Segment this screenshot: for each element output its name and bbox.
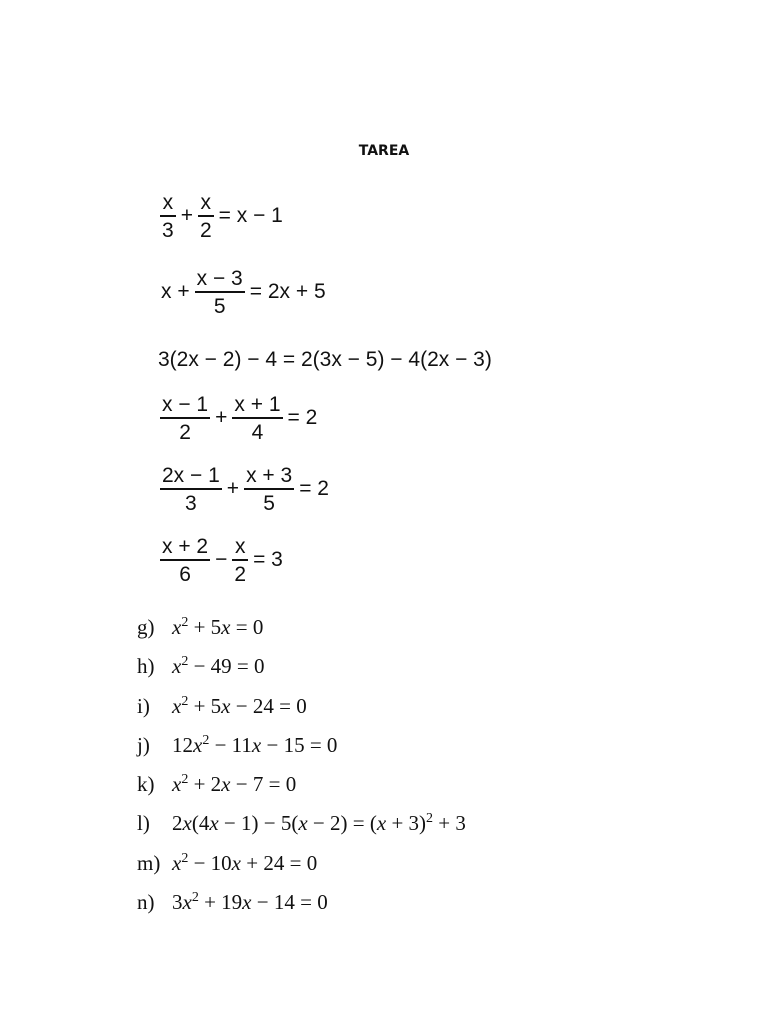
fraction: [232, 536, 248, 585]
denominator: 2: [179, 420, 191, 444]
numerator: x: [200, 191, 212, 214]
item-letter: j): [137, 732, 150, 757]
item-letter: l): [137, 811, 150, 836]
list-item: [137, 733, 466, 772]
operator: +: [226, 477, 240, 501]
equation-text: 3(2x − 2) − 4 = 2(3x − 5) − 4(2x − 3): [158, 348, 492, 371]
equation-rhs: = x − 1: [218, 204, 283, 228]
denominator: 3: [162, 218, 174, 242]
list-item: [137, 890, 466, 929]
list-item: [137, 851, 466, 890]
lettered-equation-list: [137, 615, 466, 929]
equation-6: [158, 536, 286, 585]
denominator: 2: [199, 218, 212, 242]
equation-rhs: = 2: [299, 477, 329, 501]
fraction: [198, 192, 214, 241]
fraction: [160, 536, 210, 585]
equation-lhs: x +: [161, 280, 190, 304]
denominator: 3: [185, 491, 197, 515]
item-equation: $3x^2 + 19x - 14 = 0$: [172, 890, 328, 915]
fraction: [232, 394, 282, 443]
list-item: [137, 694, 466, 733]
numerator: x + 2: [162, 535, 209, 558]
fraction: [160, 192, 176, 241]
list-item: [137, 615, 466, 654]
item-equation: $x^2 + 2x - 7 = 0$: [172, 772, 297, 797]
denominator: 4: [251, 420, 264, 444]
equation-rhs: = 3: [253, 548, 283, 572]
numerator: x: [234, 535, 246, 558]
denominator: 5: [263, 491, 275, 515]
operator: −: [215, 548, 228, 572]
numerator: x + 3: [246, 464, 293, 487]
equation-5: [158, 465, 332, 514]
item-letter: h): [137, 654, 155, 679]
operator: +: [215, 406, 228, 430]
list-item: [137, 654, 466, 693]
numerator: x + 1: [234, 393, 281, 416]
fraction: [160, 394, 210, 443]
item-letter: k): [137, 772, 155, 797]
numerator: x − 1: [162, 393, 209, 416]
page-title: TAREA: [358, 143, 410, 159]
list-item: [137, 811, 466, 850]
equation-3: [158, 348, 492, 372]
equation-4: [158, 394, 320, 443]
item-letter: g): [137, 615, 155, 639]
denominator: 2: [234, 562, 247, 586]
fraction: [244, 465, 294, 514]
equation-1: [158, 192, 286, 241]
equation-rhs: = 2x + 5: [249, 280, 326, 304]
numerator: 2x − 1: [162, 464, 220, 487]
equation-2: [158, 268, 329, 317]
item-equation: $2x(4x - 1) - 5(x - 2) = (x + 3)^2 + 3$: [172, 811, 466, 836]
item-letter: i): [137, 693, 150, 718]
numerator: x: [162, 191, 174, 214]
fraction: [160, 465, 222, 514]
numerator: x − 3: [196, 267, 243, 290]
item-equation: $12x^2 - 11x - 15 = 0$: [172, 732, 338, 757]
operator: +: [180, 204, 193, 228]
fraction: [195, 268, 245, 317]
denominator: 6: [179, 562, 191, 586]
item-equation: $x^2 - 10x + 24 = 0$: [172, 850, 318, 875]
denominator: 5: [213, 294, 226, 318]
item-letter: n): [137, 890, 155, 915]
item-equation: $x^2 + 5x - 24 = 0$: [172, 693, 307, 718]
list-item: [137, 772, 466, 811]
item-equation: $x^2 - 49 = 0$: [172, 654, 265, 679]
equation-rhs: = 2: [287, 406, 318, 430]
item-letter: m): [137, 850, 161, 875]
item-equation: $x^2 + 5x = 0$: [172, 615, 264, 639]
